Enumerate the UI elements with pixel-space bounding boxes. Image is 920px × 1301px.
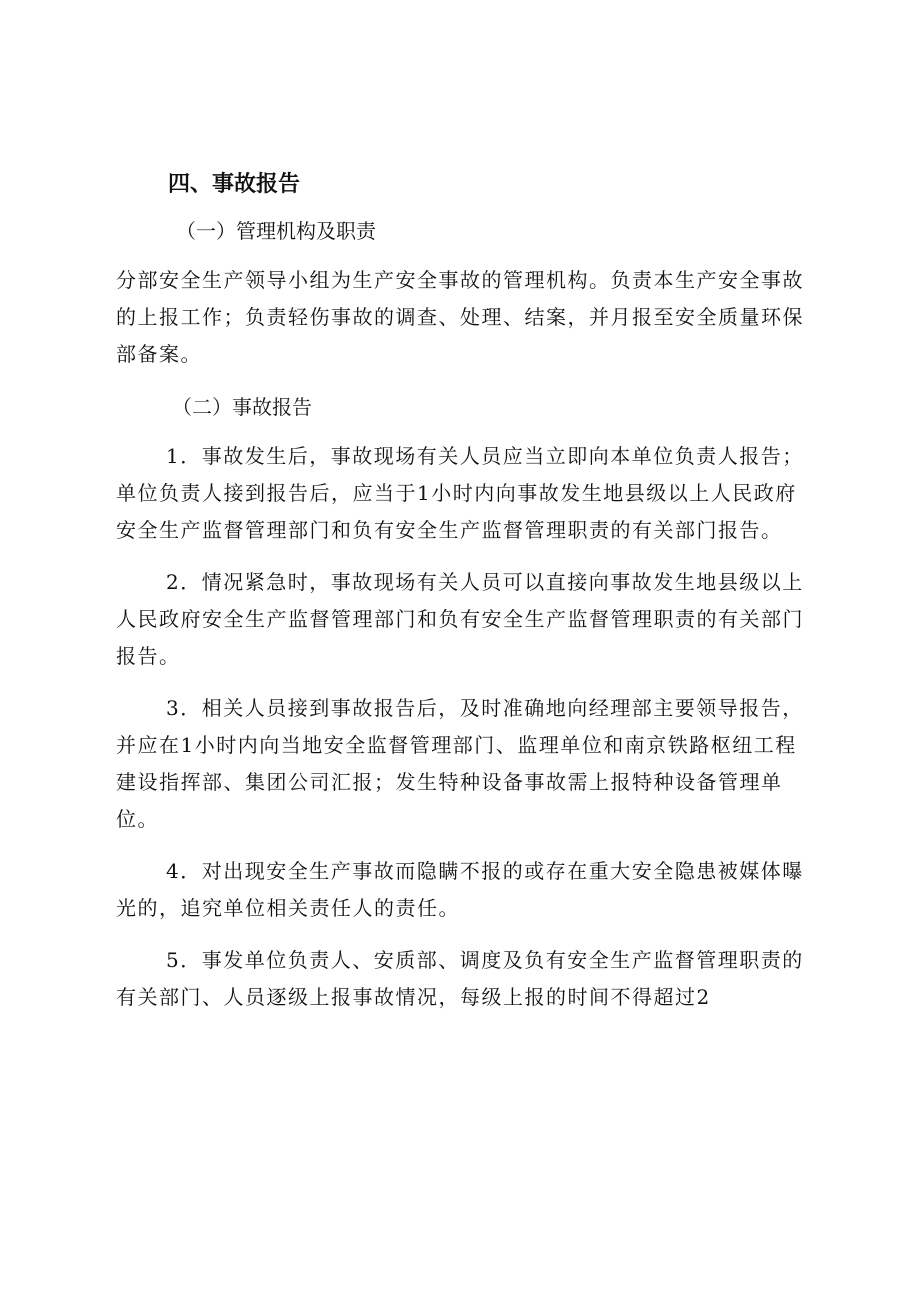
section-heading: 四、事故报告 [168,172,301,197]
paragraph-report-item-5: 5．事发单位负责人、安质部、调度及负有安全生产监督管理职责的有关部门、人员逐级上报事故情况，每级上报的时间不得超过2 [116,948,804,1009]
paragraph-management-duties: 分部安全生产领导小组为生产安全事故的管理机构。负责本生产安全事故的上报工作；负责轻伤事故的调查、处理、结案，并月报至安全质量环保部备案。 [116,268,804,366]
subsection-title-report: （二）事故报告 [172,395,312,419]
document-body [116,166,808,1031]
subsection-title-management: （一）管理机构及职责 [176,219,376,243]
paragraph-report-item-4: 4．对出现安全生产事故而隐瞒不报的或存在重大安全隐患被媒体曝光的，追究单位相关责任人的责任。 [116,859,804,920]
paragraph-report-item-1: 1．事故发生后，事故现场有关人员应当立即向本单位负责人报告；单位负责人接到报告后，应当于1小时内向事故发生地县级以上人民政府安全生产监督管理部门和负有安全生产监督管理职责的有关部门报告。 [116,444,804,542]
paragraph-report-item-3: 3．相关人员接到事故报告后，及时准确地向经理部主要领导报告，并应在1小时内向当地安全监督管理部门、监理单位和南京铁路枢纽工程建设指挥部、集团公司汇报；发生特种设备事故需上报特种设备管理单位。 [116,696,804,831]
paragraph-report-item-2: 2．情况紧急时，事故现场有关人员可以直接向事故发生地县级以上人民政府安全生产监督管理部门和负有安全生产监督管理职责的有关部门报告。 [116,570,804,668]
